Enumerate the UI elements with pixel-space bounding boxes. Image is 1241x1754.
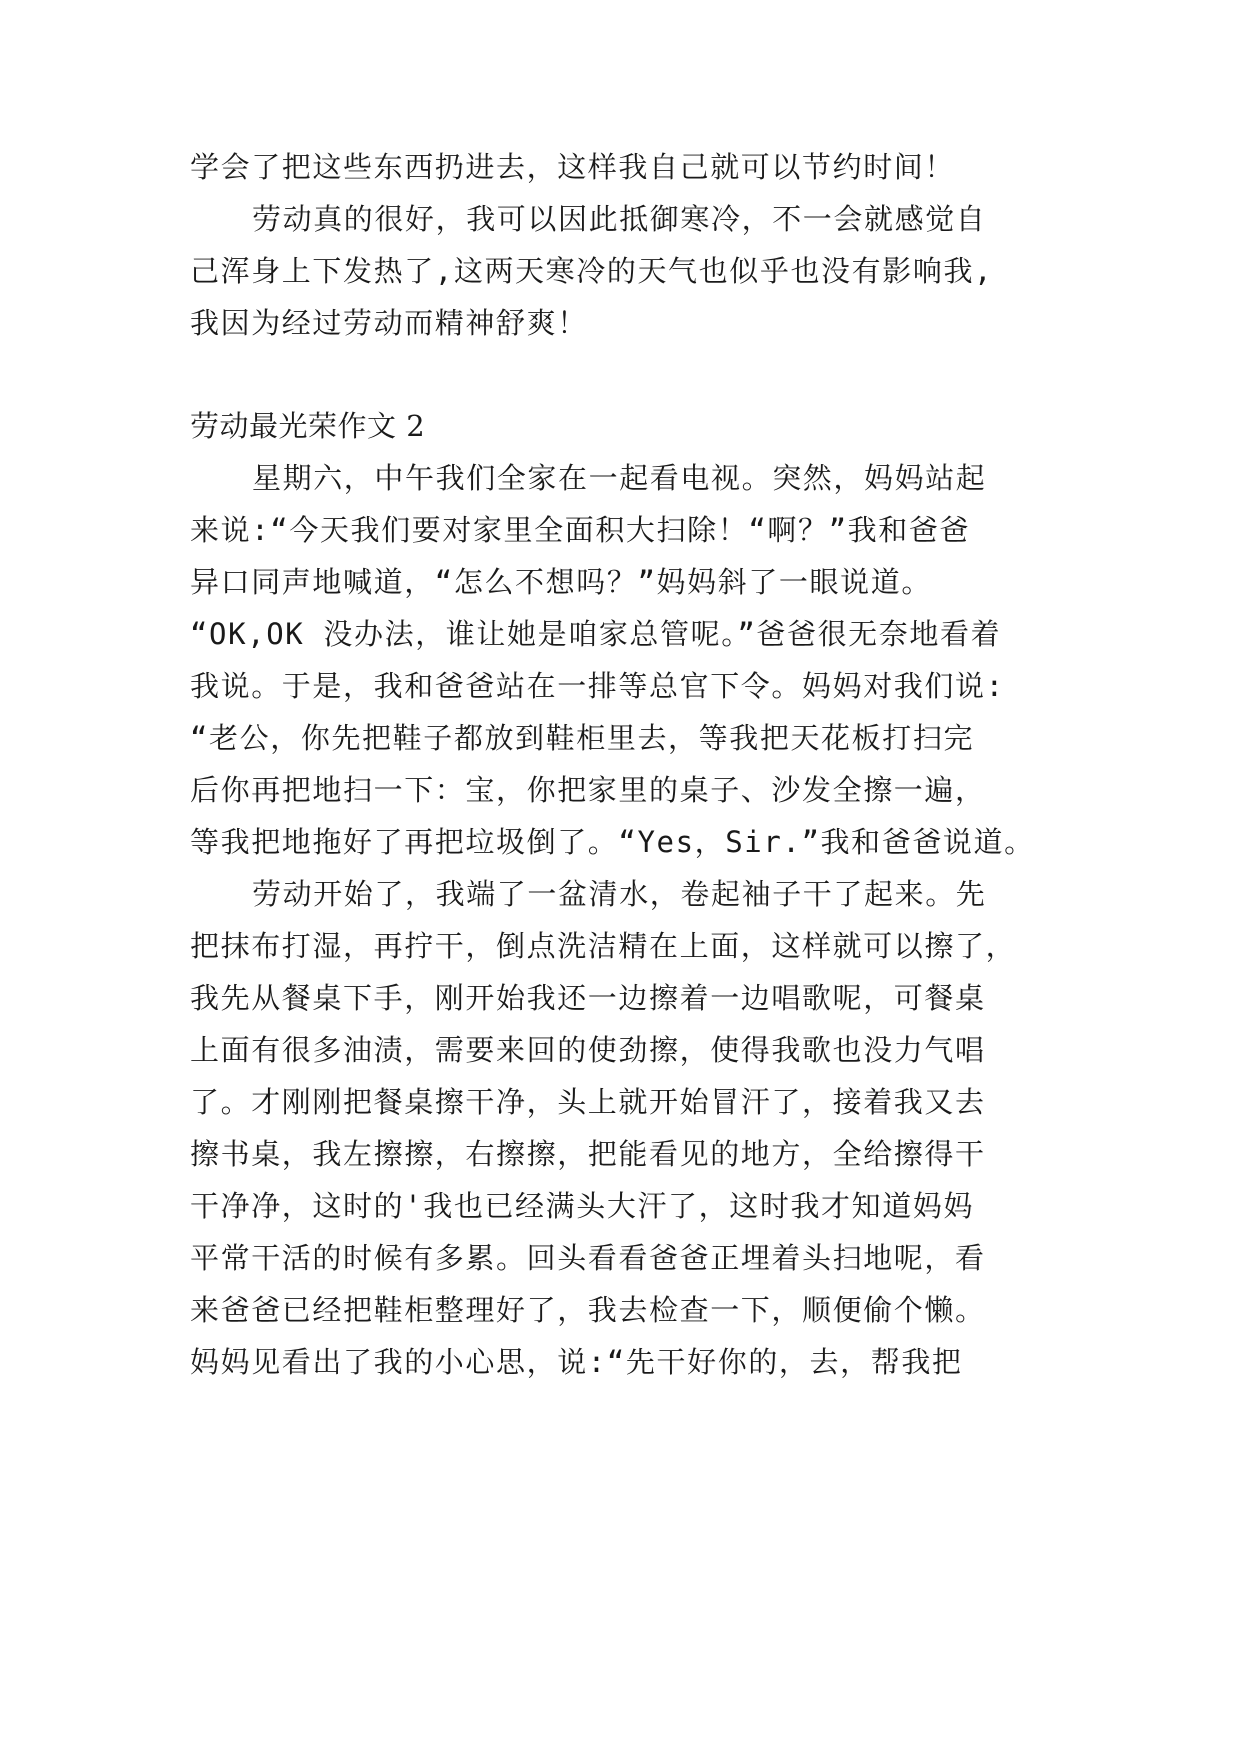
text-line: 我说。于是，我和爸爸站在一排等总官下令。妈妈对我们说: bbox=[190, 669, 1005, 703]
text-line: 上面有很多油渍，需要来回的使劲擦，使得我歌也没力气唱 bbox=[190, 1033, 986, 1067]
text-line: 我先从餐桌下手，刚开始我还一边擦着一边唱歌呢，可餐桌 bbox=[190, 981, 986, 1015]
text-line: 后你再把地扫一下：宝，你把家里的桌子、沙发全擦一遍， bbox=[190, 773, 986, 807]
text-line: 己浑身上下发热了,这两天寒冷的天气也似乎也没有影响我, bbox=[190, 254, 994, 288]
text-line: 星期六，中午我们全家在一起看电视。突然，妈妈站起 bbox=[252, 461, 987, 495]
text-line: 平常干活的时候有多累。回头看看爸爸正埋着头扫地呢，看 bbox=[190, 1241, 986, 1275]
text-line: 妈妈见看出了我的小心思，说:“先干好你的，去，帮我把 bbox=[190, 1345, 963, 1379]
text-line: 劳动开始了，我端了一盆清水，卷起袖子干了起来。先 bbox=[252, 877, 987, 911]
text-line: 来爸爸已经把鞋柜整理好了，我去检查一下，顺便偷个懒。 bbox=[190, 1293, 986, 1327]
text-line: 异口同声地喊道，“怎么不想吗？”妈妈斜了一眼说道。 bbox=[190, 565, 932, 599]
text-line: 来说:“今天我们要对家里全面积大扫除！“啊？”我和爸爸 bbox=[190, 513, 971, 547]
text-line: “老公，你先把鞋子都放到鞋柜里去，等我把天花板打扫完 bbox=[190, 721, 975, 755]
text-line: 我因为经过劳动而精神舒爽！ bbox=[190, 306, 588, 340]
text-line: 把抹布打湿，再拧干，倒点洗洁精在上面，这样就可以擦了， bbox=[190, 929, 1017, 963]
text-line: “OK,OK 没办法，谁让她是咱家总管呢。”爸爸很无奈地看着 bbox=[190, 617, 1002, 651]
text-line: 擦书桌，我左擦擦，右擦擦，把能看见的地方，全给擦得干 bbox=[190, 1137, 986, 1171]
section-heading: 劳动最光荣作文 2 bbox=[190, 409, 426, 443]
text-line: 了。才刚刚把餐桌擦干净，头上就开始冒汗了，接着我又去 bbox=[190, 1085, 986, 1119]
text-line: 干净净，这时的'我也已经满头大汗了，这时我才知道妈妈 bbox=[190, 1189, 975, 1223]
text-line: 学会了把这些东西扔进去，这样我自己就可以节约时间！ bbox=[190, 150, 956, 184]
text-line: 等我把地拖好了再把垃圾倒了。“Yes，Sir.”我和爸爸说道。 bbox=[190, 825, 1035, 859]
text-line: 劳动真的很好，我可以因此抵御寒冷，不一会就感觉自 bbox=[252, 202, 987, 236]
